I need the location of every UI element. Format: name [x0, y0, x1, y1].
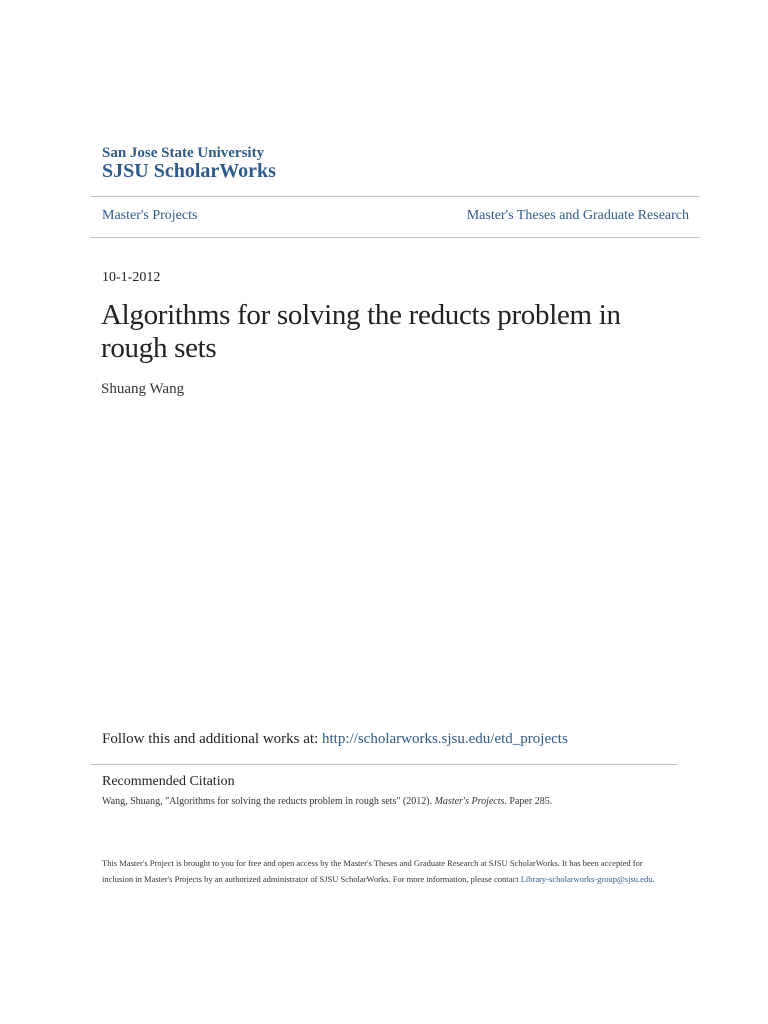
access-notice-text: This Master's Project is brought to you for free and open access by the Master's Theses and Graduate Research at SJSU ScholarWorks. It has been accepted for inclusion in Master's Projects by an authorized administrator of SJSU ScholarWorks. For more information, please contact	[102, 858, 643, 884]
document-title: Algorithms for solving the reducts problem in rough sets	[101, 299, 621, 364]
follow-label: Follow this and additional works at:	[102, 731, 322, 747]
repository-name[interactable]: SJSU ScholarWorks	[102, 160, 276, 182]
citation-text-end: . Paper 285.	[504, 796, 553, 807]
follow-url-link[interactable]: http://scholarworks.sjsu.edu/etd_projects	[321, 731, 568, 747]
university-name: San Jose State University	[102, 145, 265, 161]
nav-divider-bottom	[90, 237, 700, 238]
masters-projects-link[interactable]: Master's Projects	[102, 208, 198, 223]
masters-theses-link[interactable]: Master's Theses and Graduate Research	[466, 208, 689, 223]
nav-divider-top	[90, 196, 700, 197]
recommended-citation-heading: Recommended Citation	[102, 774, 235, 789]
publication-date: 10-1-2012	[102, 270, 161, 285]
citation-series: Master's Projects	[434, 796, 505, 807]
follow-line	[102, 731, 568, 748]
citation-text	[102, 796, 552, 807]
contact-email-link[interactable]: Library-scholarworks-group@sjsu.edu	[520, 874, 653, 884]
citation-divider	[90, 764, 678, 765]
author-name[interactable]: Shuang Wang	[101, 381, 185, 397]
access-notice-end: .	[652, 874, 655, 884]
citation-text-start: Wang, Shuang, "Algorithms for solving the reducts problem in rough sets" (2012).	[102, 796, 435, 807]
access-notice	[102, 855, 662, 887]
